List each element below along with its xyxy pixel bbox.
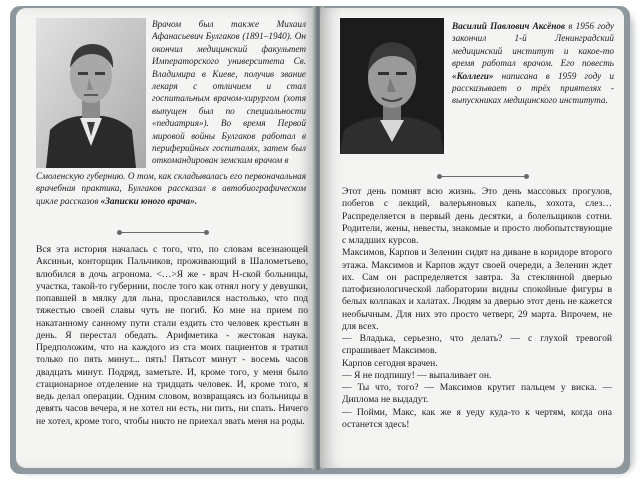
bulgakov-portrait — [36, 18, 146, 168]
bulgakov-bio-bottom — [36, 170, 306, 207]
aksenov-bio-text-2: написана в 1959 году и рассказывает о трёх приятелях - выпускниках медицинского института. — [452, 70, 614, 106]
bulgakov-excerpt — [36, 244, 308, 428]
aksenov-paragraph-1: Этот день помнят всю жизнь. Это день массовых прогулов, побегов с лекций, валерьяновых капель, хохота, слез… Распределяется в первый день десятки, а болельщиков сотни. Родители, жены, невесты, знакомые и просто любопытствующие с младших курсов. — [342, 186, 612, 246]
aksenov-paragraph-6: — Ты что, того? — Максимов крутит пальцем у виска. — Диплома не выдадут. — [342, 382, 612, 406]
aksenov-paragraph-3: — Владька, серьезно, что делать? — с глухой тревогой спрашивает Максимов. — [342, 333, 612, 357]
left-separator — [120, 232, 206, 233]
right-page — [320, 8, 624, 468]
bulgakov-bio-top — [152, 18, 306, 167]
aksenov-name: Василий Павлович Аксёнов — [452, 21, 566, 31]
aksenov-paragraph-5: — Я не подпишу! — выпаливает он. — [342, 369, 492, 381]
bulgakov-bio-top-text: Врачом был также Михаил Афанасьевич Булгаков (1891–1940). Он окончил медицинский факультет Императорского университета Св. Владимира в Киеве, получив звание лекаря с отличием и стал госпитальным врачом-хирургом (хотя выпущен был по специальности «педиатрия»). Во время Первой мировой войны Булгаков работал в периферийных госпиталях, затем был откомандирован земским врачом в — [152, 19, 306, 166]
open-book — [6, 2, 634, 478]
aksenov-work-title: «Коллеги» — [452, 70, 494, 81]
bulgakov-bio-bottom-text: Смоленскую губернию. О том, как складывалась его первоначальная врачебная практика, Булгаков рассказал в автобиографическом цикле рассказов — [36, 171, 306, 206]
aksenov-paragraph-7: — Пойми, Макс, как же я уеду куда-то к чертям, когда она останется здесь! — [342, 406, 612, 430]
aksenov-bio — [452, 20, 614, 107]
aksenov-portrait — [340, 18, 444, 154]
bulgakov-excerpt-text: Вся эта история началась с того, что, по словам всезнающей Аксиньи, конторщик Пальчиков, проживающий в Шалометьево, влюбился в дочь агронома. <…>Я же - врач Н-ской больницы, участка, такой-то губернии, после того как отнял ногу у девушки, попавшей в мялку для льна, прославился настолько, что под тяжестью своей славы чуть не погиб. Ко мне на прием по накатанному санному пути стали ездить сто человек крестьян в день. Я перестал обедать. Арифметика - жестокая наука. Предположим, что на каждого из ста моих пациентов я тратил только по пять минут... пять! Пятьсот минут - восемь часов двадцать минут. Подряд, заметьте. И, кроме того, у меня было стационарное отделение на тридцать человек. И, кроме того, я ведь делал операции. Одним словом, возвращаясь из больницы в девять часов вечера, я не хотел ни есть, ни пить, ни спать. Ничего не хотел, кроме того, чтобы никто не приехал звать меня на роды. — [36, 244, 308, 427]
aksenov-bio-text: в 1956 году закончил 1-й Ленинградский медицинский институт и какое-то время работал врачом. Его повесть — [452, 21, 614, 69]
bulgakov-portrait-image — [36, 18, 146, 168]
aksenov-paragraph-2: Максимов, Карпов и Зеленин сидят на диване в коридоре второго этажа. Максимов и Карпов ждут своей очереди, а Зеленин ждет их. Сам он распределяется завтра. За стеклянной дверью патофизиологической лаборатории видны спокойные фигуры в белых колпаках и халатах. Людям за дверью этот день не кажется необычным. Для них это просто четверг, 29 марта. Впрочем, не для всех. — [342, 247, 612, 332]
aksenov-excerpt — [342, 186, 612, 431]
bulgakov-work-title: «Записки юного врача». — [100, 195, 198, 206]
aksenov-paragraph-4: Карпов сегодня врачен. — [342, 357, 438, 369]
left-page — [16, 8, 316, 468]
aksenov-portrait-image — [340, 18, 444, 154]
right-separator — [440, 176, 526, 177]
